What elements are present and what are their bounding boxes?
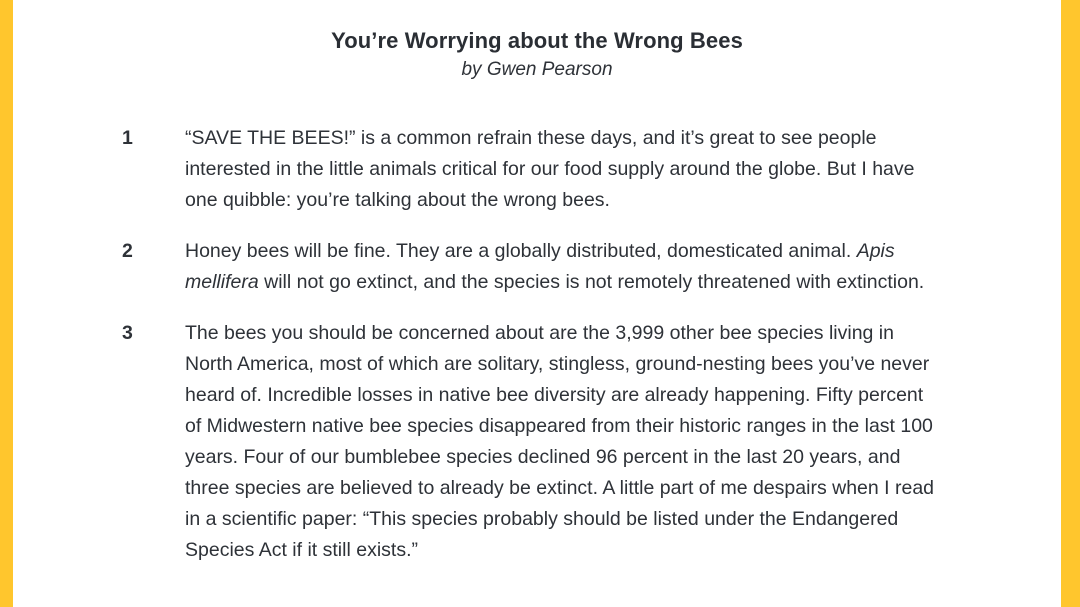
paragraph-3	[13, 318, 1061, 566]
passage-body	[13, 123, 1061, 566]
passage-title: You’re Worrying about the Wrong Bees	[331, 28, 743, 53]
passage-byline: by Gwen Pearson	[461, 59, 613, 80]
paragraph-2-number: 2	[122, 240, 133, 262]
paragraph-3-number: 3	[122, 322, 133, 344]
yellow-border-right	[1061, 0, 1080, 607]
yellow-border-left	[0, 0, 13, 607]
passage-content	[13, 0, 1061, 607]
paragraph-3-text: The bees you should be concerned about are the 3,999 other bee species living in North America, most of which are solitary, stingless, ground-nesting bees you’ve never heard of. Incredible losses in native bee diversity are already happening. Fifty percent of Midwestern native bee species disappeared from their historic ranges in the last 100 years. Four of our bumblebee species declined 96 percent in the last 20 years, and three species are believed to already be extinct. A little part of me despairs when I read in a scientific paper: “This species probably should be listed under the Endangered Species Act if it still exists.”	[185, 322, 935, 561]
paragraph-2	[13, 236, 1061, 298]
paragraph-2-text: Honey bees will be fine. They are a globally distributed, domesticated animal. Apis mellifera will not go extinct, and the species is not remotely threatened with extinction.	[185, 240, 925, 293]
paragraph-1-number: 1	[122, 127, 133, 149]
paragraph-1-text: “SAVE THE BEES!” is a common refrain these days, and it’s great to see people interested in the little animals critical for our food supply around the globe. But I have one quibble: you’re talking about the wrong bees.	[185, 127, 915, 211]
paragraph-1	[13, 123, 1061, 216]
